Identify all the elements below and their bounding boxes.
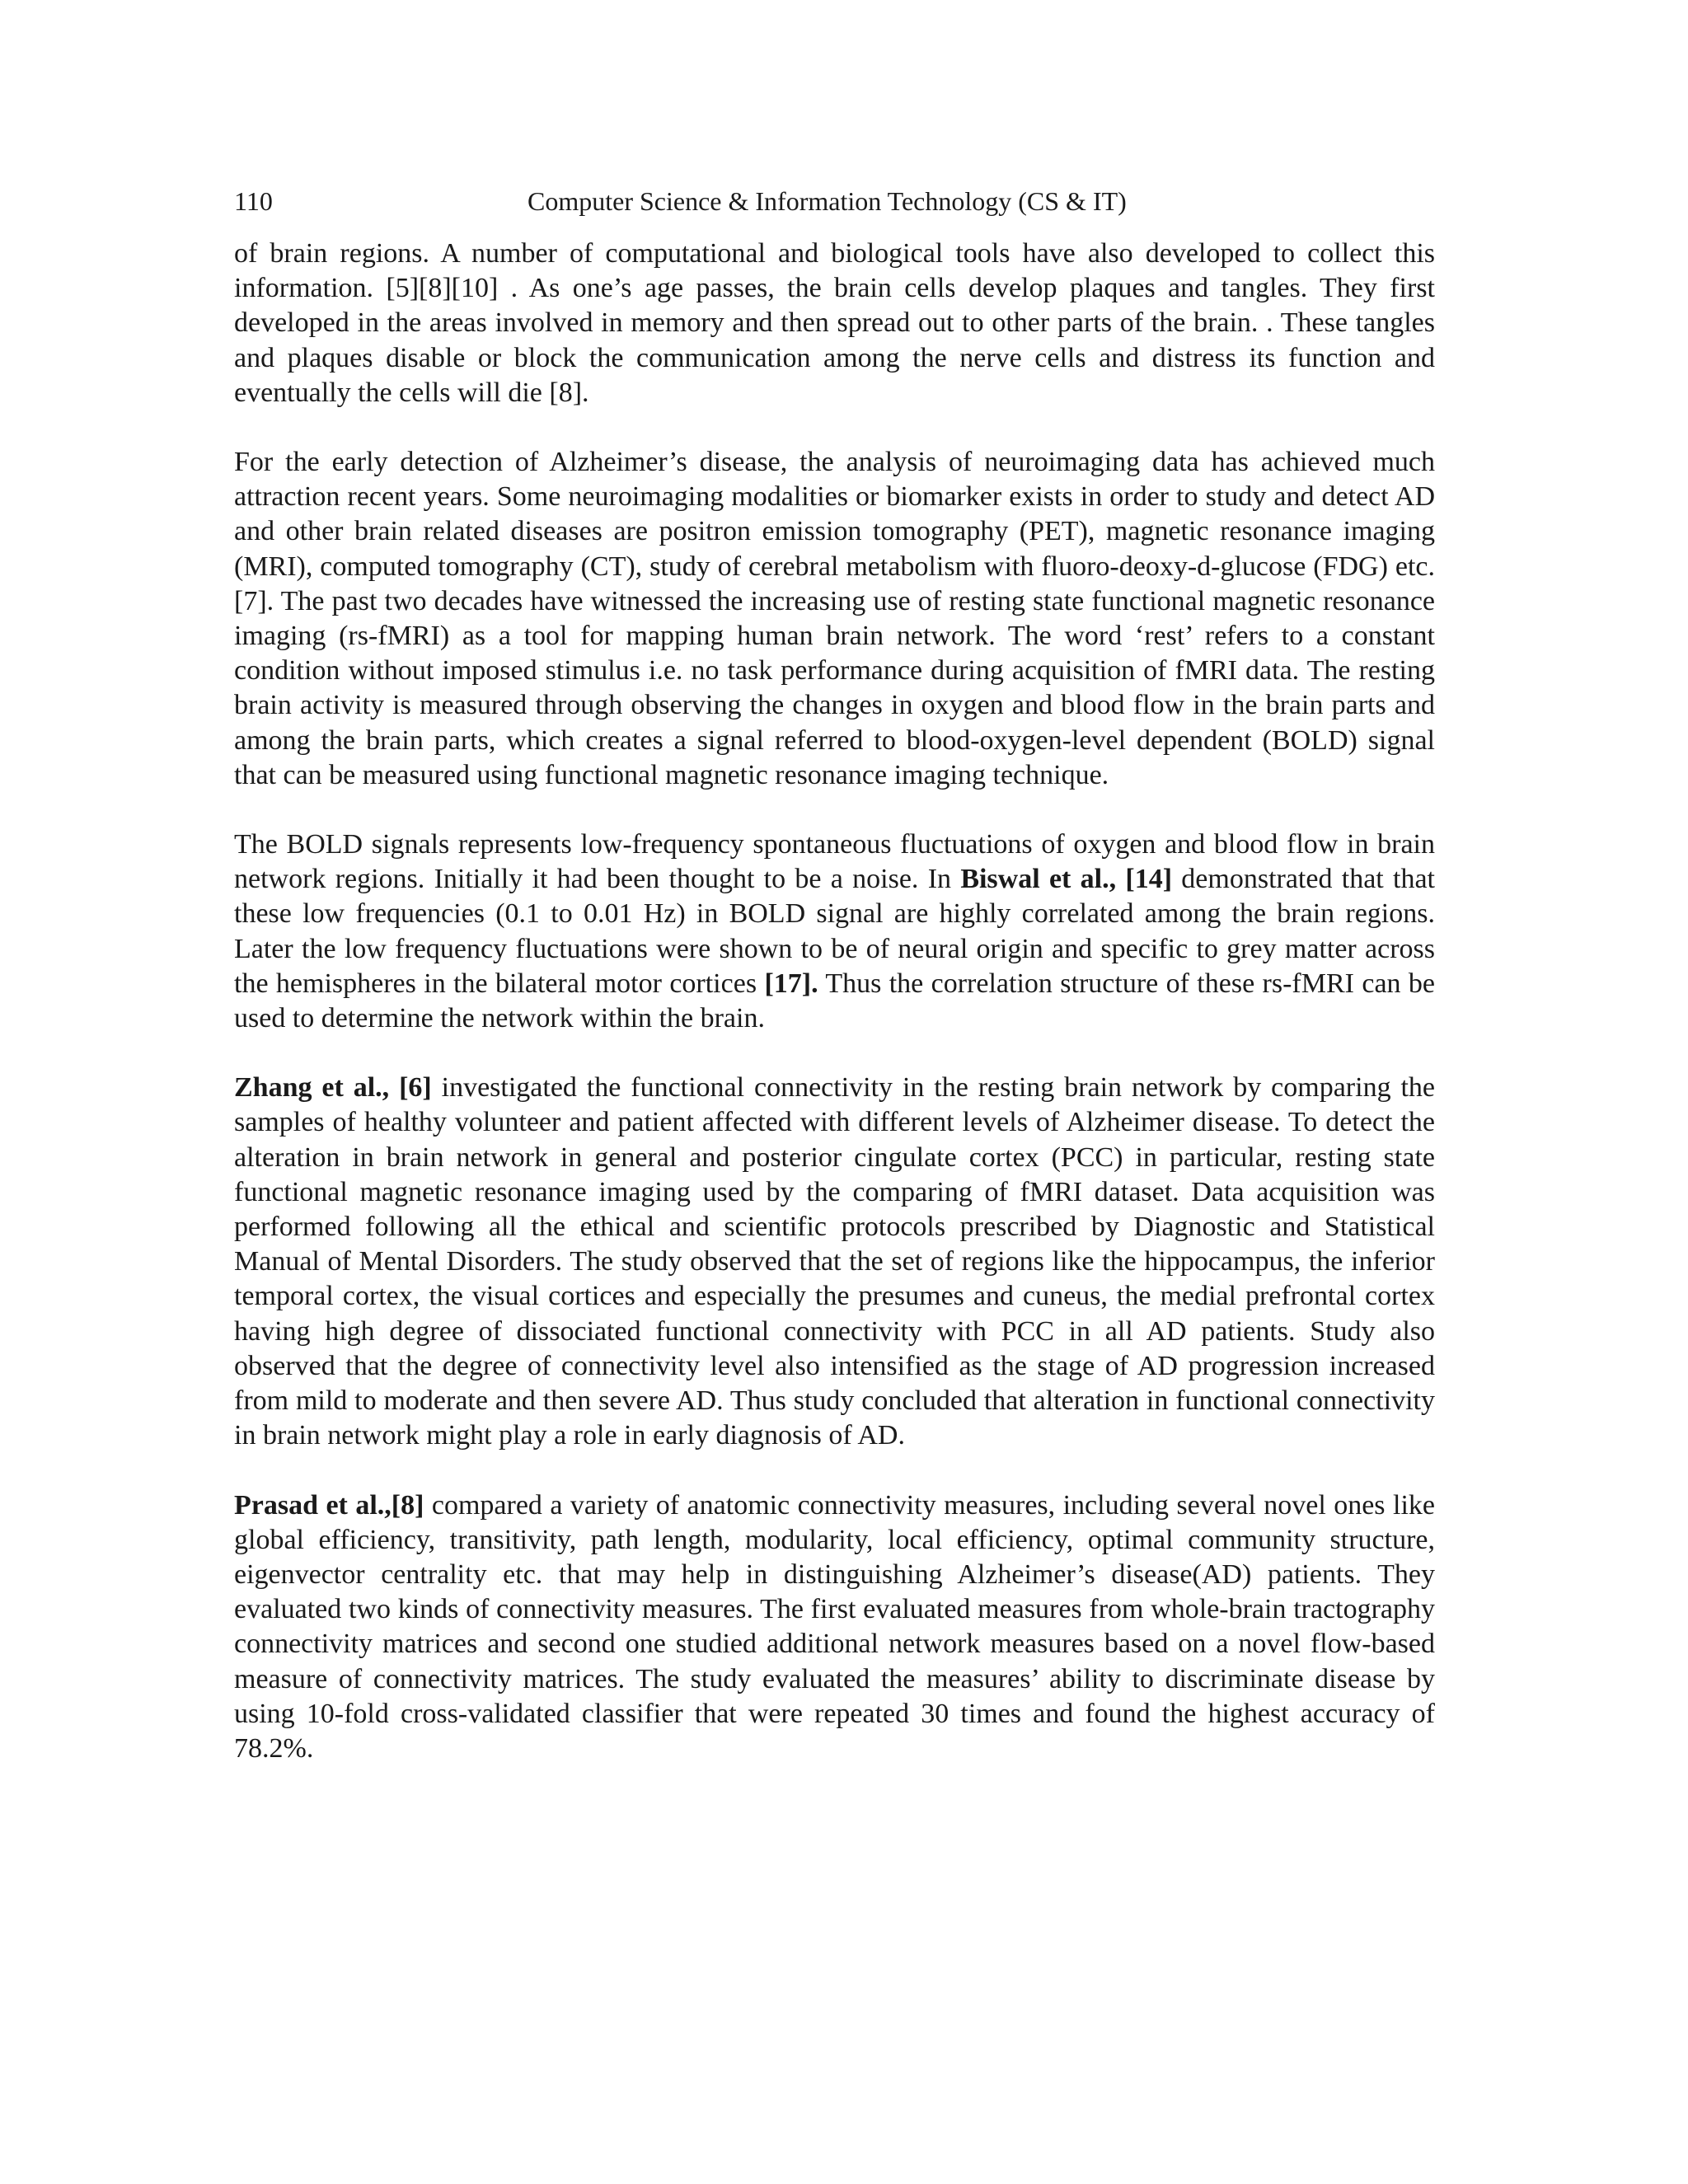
paragraph-5 — [234, 1488, 1435, 1767]
paragraph-4-text: investigated the functional connectivity in the resting brain network by comparing the samples of healthy volunteer and patient affected with different levels of Alzheimer disease. To detect the alteration in brain network in general and posterior cingulate cortex (PCC) in particular, resting state functional magnetic resonance imaging used by the comparing of fMRI dataset. Data acquisition was performed following all the ethical and scientific protocols prescribed by Diagnostic and Statistical Manual of Mental Disorders. The study observed that the set of regions like the hippocampus, the inferior temporal cortex, the visual cortices and especially the presumes and cuneus, the medial prefrontal cortex having high degree of dissociated functional connectivity with PCC in all AD patients. Study also observed that the degree of connectivity level also intensified as the stage of AD progression increased from mild to moderate and then severe AD. Thus study concluded that alteration in functional connectivity in brain network might play a role in early diagnosis of AD. — [234, 1072, 1436, 1451]
citation-17: [17]. — [764, 968, 818, 999]
paragraph-3-text-c: Thus the correlation structure of these rs-fMRI can be used to determine the network within the brain. — [234, 968, 1435, 1034]
citation-biswal: Biswal et al., [14] — [960, 864, 1173, 895]
running-title: Computer Science & Information Technology (CS & IT) — [528, 186, 1127, 216]
citation-zhang: Zhang et al., [6] — [234, 1072, 432, 1104]
body-text — [234, 237, 1435, 1801]
paragraph-3 — [234, 827, 1435, 1036]
paragraph-2 — [234, 445, 1435, 793]
paragraph-1 — [234, 237, 1435, 410]
paragraph-1-text: of brain regions. A number of computational and biological tools have also developed to collect this information. [5][8][10] . As one’s age passes, the brain cells develop plaques and tangles. They first developed in the areas involved in memory and then spread out to other parts of the brain. . These tangles and plaques disable or block the communication among the nerve cells and distress its function and eventually the cells will die [8]. — [234, 238, 1435, 408]
citation-prasad: Prasad et al.,[8] — [234, 1489, 424, 1521]
paragraph-2-text: For the early detection of Alzheimer’s disease, the analysis of neuroimaging data has achieved much attraction recent years. Some neuroimaging modalities or biomarker exists in order to study and detect AD and other brain related diseases are positron emission tomography (PET), magnetic resonance imaging (MRI), computed tomography (CT), study of cerebral metabolism with fluoro-deoxy-d-glucose (FDG) etc. [7]. The past two decades have witnessed the increasing use of resting state functional magnetic resonance imaging (rs-fMRI) as a tool for mapping human brain network. The word ‘rest’ refers to a constant condition without imposed stimulus i.e. no task performance during acquisition of fMRI data. The resting brain activity is measured through observing the changes in oxygen and blood flow in the brain parts and among the brain parts, which creates a signal referred to blood-oxygen-level dependent (BOLD) signal that can be measured using functional magnetic resonance imaging technique. — [234, 447, 1435, 790]
paragraph-3-text-a: The BOLD signals represents low-frequency spontaneous fluctuations of oxygen and blood flow in brain network regions. Initially it had been thought to be a noise. In — [234, 829, 1435, 895]
page-number: 110 — [234, 186, 273, 216]
paragraph-3-text-b: demonstrated that that these low frequencies (0.1 to 0.01 Hz) in BOLD signal are highly correlated among the brain regions. Later the low frequency fluctuations were shown to be of neural origin and specific to grey matter across the hemispheres in the bilateral motor cortices — [234, 864, 1435, 999]
paragraph-5-text: compared a variety of anatomic connectivity measures, including several novel ones like global efficiency, transitivity, path length, modularity, local efficiency, optimal community structure, eigenvector centrality etc. that may help in distinguishing Alzheimer’s disease(AD) patients. They evaluated two kinds of connectivity measures. The first evaluated measures from whole-brain tractography connectivity matrices and second one studied additional network measures based on a novel flow-based measure of connectivity matrices. The study evaluated the measures’ ability to discriminate disease by using 10-fold cross-validated classifier that were repeated 30 times and found the highest accuracy of 78.2%. — [234, 1489, 1435, 1764]
paragraph-4 — [234, 1071, 1435, 1453]
